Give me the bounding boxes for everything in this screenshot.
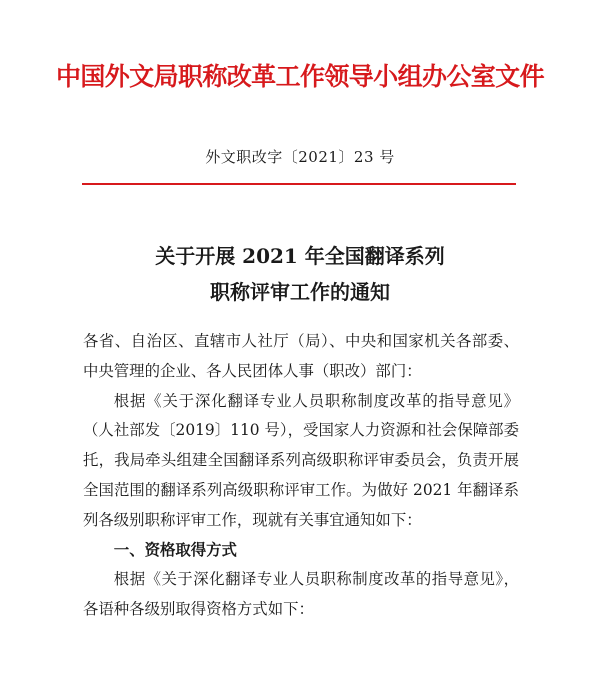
agency-header: 中国外文局职称改革工作领导小组办公室文件 — [55, 62, 544, 91]
document-number: 外文职改字〔2021〕23 号 — [205, 148, 395, 166]
document-title — [0, 238, 600, 310]
body-paragraph: 根据《关于深化翻译专业人员职称制度改革的指导意见》（人社部发〔2019〕110 号），受国家人力资源和社会保障部委托，我局牵头组建全国翻译系列高级职称评审委员会，负责开展全国范围的翻译系列高级职称评审工作。为做好 2021 年翻译系列各级别职称评审工作，现就有关事宜通知如下： — [83, 391, 519, 529]
body-paragraph: 根据《关于深化翻译专业人员职称制度改革的指导意见》，各语种各级别取得资格方式如下： — [83, 570, 519, 619]
title-line-1: 关于开展 2021 年全国翻译系列 — [155, 244, 445, 268]
section-heading: 一、资格取得方式 — [113, 540, 237, 559]
document-body — [83, 327, 519, 625]
salutation: 各省、自治区、直辖市人社厅（局）、中央和国家机关各部委、中央管理的企业、各人民团体人事（职改）部门： — [83, 332, 519, 380]
title-line-2: 职称评审工作的通知 — [210, 280, 390, 304]
red-divider-line — [82, 183, 516, 185]
